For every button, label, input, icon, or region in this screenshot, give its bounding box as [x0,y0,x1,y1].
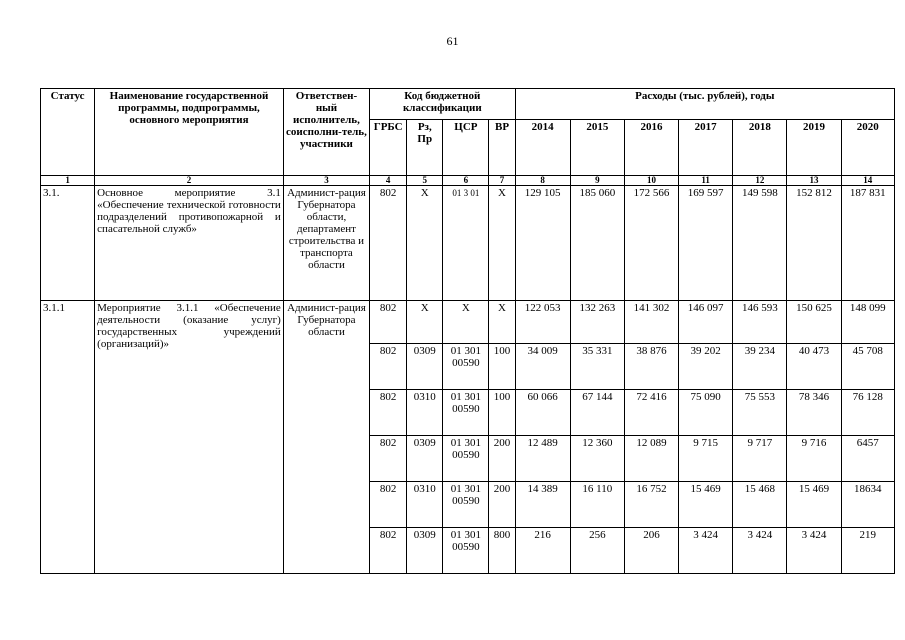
cell-rz-pr: Х [407,301,443,344]
cell-vr: 100 [489,344,515,390]
cell-value: 39 234 [733,344,787,390]
column-number: 9 [570,176,624,186]
column-number: 4 [370,176,407,186]
budget-table [40,88,895,574]
cell-value: 9 716 [787,436,841,482]
cell-value: 148 099 [841,301,894,344]
column-number: 3 [283,176,369,186]
column-number: 1 [41,176,95,186]
header-year: 2020 [841,120,894,176]
cell-value: 219 [841,528,894,574]
header-responsible: Ответствен-ный исполнитель, соисполни-тель, участники [283,89,369,176]
cell-rz-pr: 0310 [407,390,443,436]
table-row [41,301,895,344]
cell-value: 185 060 [570,186,624,301]
cell-vr: 100 [489,390,515,436]
column-number: 7 [489,176,515,186]
cell-csr: 01 301 00590 [443,344,489,390]
cell-csr: 01 301 00590 [443,390,489,436]
cell-value: 9 715 [679,436,733,482]
cell-grbs: 802 [370,528,407,574]
cell-csr: 01 301 00590 [443,436,489,482]
table-header [41,89,895,186]
header-year: 2017 [679,120,733,176]
cell-value: 76 128 [841,390,894,436]
cell-value: 12 489 [515,436,570,482]
column-number: 6 [443,176,489,186]
cell-vr: 800 [489,528,515,574]
column-number: 13 [787,176,841,186]
header-year: 2019 [787,120,841,176]
cell-value: 35 331 [570,344,624,390]
header-csr: ЦСР [443,120,489,176]
cell-value: 15 468 [733,482,787,528]
column-number: 5 [407,176,443,186]
cell-rz-pr: Х [407,186,443,301]
cell-value: 172 566 [624,186,678,301]
cell-vr: Х [489,301,515,344]
cell-value: 78 346 [787,390,841,436]
cell-value: 38 876 [624,344,678,390]
column-number-row [41,176,895,186]
header-vr: ВР [489,120,515,176]
column-number: 10 [624,176,678,186]
cell-rz-pr: 0309 [407,344,443,390]
row-status: 3.1.1 [41,301,95,574]
cell-value: 3 424 [733,528,787,574]
cell-value: 141 302 [624,301,678,344]
cell-value: 75 553 [733,390,787,436]
cell-value: 39 202 [679,344,733,390]
column-number: 14 [841,176,894,186]
cell-value: 14 389 [515,482,570,528]
column-number: 11 [679,176,733,186]
cell-grbs: 802 [370,482,407,528]
cell-csr: 01 301 00590 [443,482,489,528]
header-status: Статус [41,89,95,176]
cell-value: 132 263 [570,301,624,344]
cell-value: 15 469 [679,482,733,528]
cell-value: 256 [570,528,624,574]
cell-value: 169 597 [679,186,733,301]
cell-value: 150 625 [787,301,841,344]
cell-rz-pr: 0309 [407,528,443,574]
cell-value: 187 831 [841,186,894,301]
column-number: 12 [733,176,787,186]
cell-value: 60 066 [515,390,570,436]
cell-rz-pr: 0309 [407,436,443,482]
header-budget-code: Код бюджетной классификации [370,89,515,120]
header-year: 2016 [624,120,678,176]
cell-value: 206 [624,528,678,574]
cell-value: 216 [515,528,570,574]
table-row [41,186,895,301]
table-body [41,186,895,574]
cell-grbs: 802 [370,344,407,390]
page-number: 61 [446,34,459,48]
row-name: Основное мероприятие 3.1 «Обеспечение технической готовности подразделений противопожарной и спасательной служб» [95,186,284,301]
cell-vr: 200 [489,482,515,528]
cell-value: 18634 [841,482,894,528]
cell-value: 149 598 [733,186,787,301]
cell-value: 72 416 [624,390,678,436]
row-responsible: Админист-рация Губернатора области [283,301,369,574]
header-rz-pr: Рз, Пр [407,120,443,176]
column-number: 8 [515,176,570,186]
cell-csr: Х [443,301,489,344]
header-expenses: Расходы (тыс. рублей), годы [515,89,894,120]
cell-csr: 01 301 00590 [443,528,489,574]
cell-value: 152 812 [787,186,841,301]
cell-csr: 01 3 01 [443,186,489,301]
cell-value: 67 144 [570,390,624,436]
cell-vr: 200 [489,436,515,482]
cell-value: 40 473 [787,344,841,390]
header-year: 2015 [570,120,624,176]
cell-value: 3 424 [679,528,733,574]
cell-vr: Х [489,186,515,301]
header-year: 2018 [733,120,787,176]
cell-value: 16 110 [570,482,624,528]
row-name: Мероприятие 3.1.1 «Обеспечение деятельности (оказание услуг) государственных учреждений (организаций)» [95,301,284,574]
cell-value: 6457 [841,436,894,482]
cell-value: 9 717 [733,436,787,482]
cell-grbs: 802 [370,186,407,301]
header-name: Наименование государственной программы, подпрограммы, основного мероприятия [95,89,284,176]
cell-grbs: 802 [370,390,407,436]
cell-value: 146 097 [679,301,733,344]
cell-value: 129 105 [515,186,570,301]
header-grbs: ГРБС [370,120,407,176]
row-status: 3.1. [41,186,95,301]
cell-value: 12 360 [570,436,624,482]
cell-rz-pr: 0310 [407,482,443,528]
cell-value: 3 424 [787,528,841,574]
cell-value: 34 009 [515,344,570,390]
header-year: 2014 [515,120,570,176]
cell-value: 45 708 [841,344,894,390]
column-number: 2 [95,176,284,186]
row-responsible: Админист-рация Губернатора области, департамент строительства и транспорта области [283,186,369,301]
cell-value: 122 053 [515,301,570,344]
cell-value: 16 752 [624,482,678,528]
cell-value: 146 593 [733,301,787,344]
cell-value: 12 089 [624,436,678,482]
cell-grbs: 802 [370,301,407,344]
cell-value: 15 469 [787,482,841,528]
cell-grbs: 802 [370,436,407,482]
cell-value: 75 090 [679,390,733,436]
